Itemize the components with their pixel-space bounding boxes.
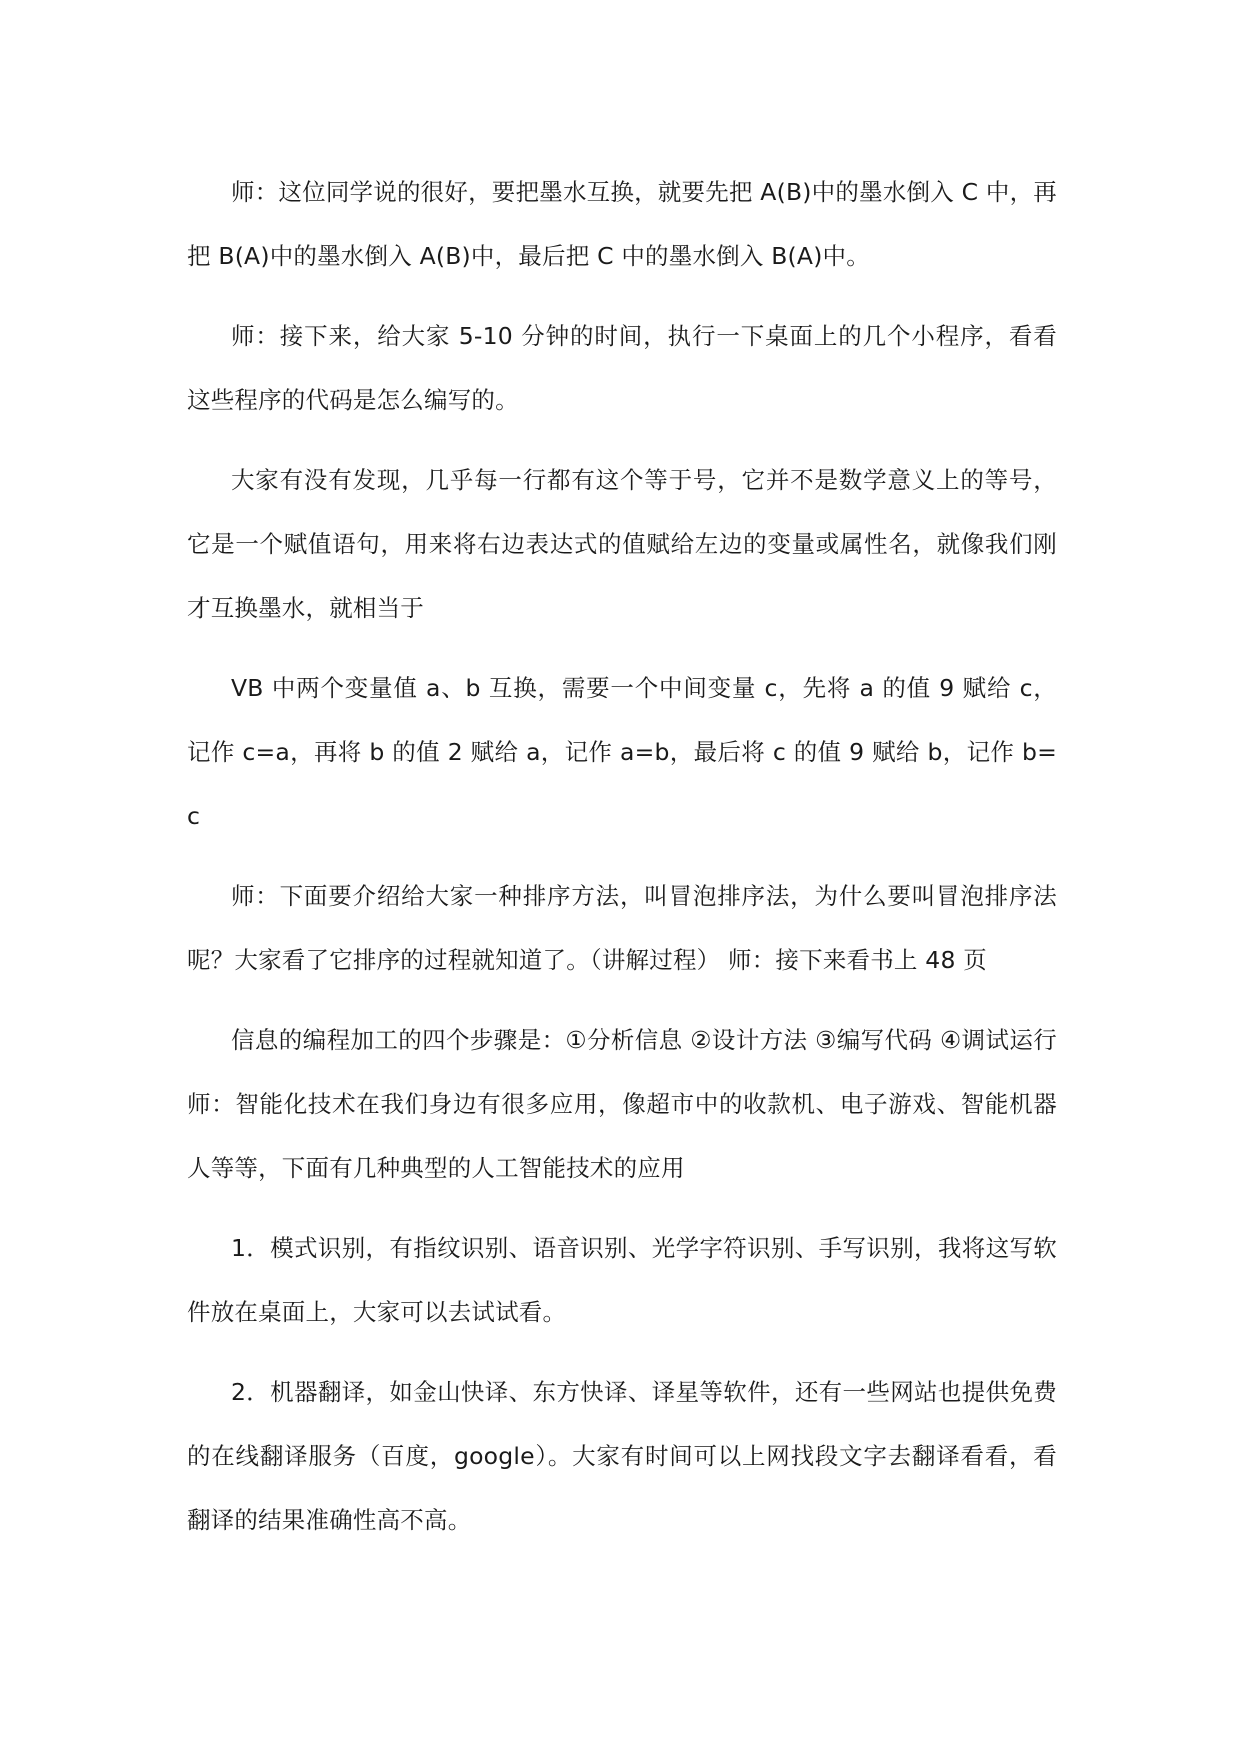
- paragraph-vb-variable-swap: VB 中两个变量值 a、b 互换，需要一个中间变量 c，先将 a 的值 9 赋给 c，记作 c=a，再将 b 的值 2 赋给 a，记作 a=b，最后将 c 的值 9 赋给 b，记作 b=c: [187, 674, 1057, 830]
- paragraph-run-programs: 师：接下来，给大家 5-10 分钟的时间，执行一下桌面上的几个小程序，看看这些程序的代码是怎么编写的。: [187, 322, 1057, 414]
- paragraph-ink-swap: 师：这位同学说的很好，要把墨水互换，就要先把 A(B)中的墨水倒入 C 中，再把 B(A)中的墨水倒入 A(B)中，最后把 C 中的墨水倒入 B(A)中。: [187, 178, 1057, 270]
- paragraph-machine-translation: 2．机器翻译，如金山快译、东方快译、译星等软件，还有一些网站也提供免费的在线翻译服务（百度，google）。大家有时间可以上网找段文字去翻译看看，看翻译的结果准确性高不高。: [187, 1378, 1057, 1534]
- paragraph-bubble-sort: 师：下面要介绍给大家一种排序方法，叫冒泡排序法，为什么要叫冒泡排序法呢？大家看了它排序的过程就知道了。（讲解过程） 师：接下来看书上 48 页: [187, 882, 1057, 974]
- paragraph-assignment-statement: 大家有没有发现，几乎每一行都有这个等于号，它并不是数学意义上的等号，它是一个赋值语句，用来将右边表达式的值赋给左边的变量或属性名，就像我们刚才互换墨水，就相当于: [187, 466, 1057, 622]
- paragraph-programming-steps: 信息的编程加工的四个步骤是：①分析信息 ②设计方法 ③编写代码 ④调试运行 师：智能化技术在我们身边有很多应用，像超市中的收款机、电子游戏、智能机器人等等，下面有几种典型的人工智能技术的应用: [187, 1026, 1057, 1182]
- document-body: [187, 160, 1057, 1552]
- paragraph-pattern-recognition: 1．模式识别，有指纹识别、语音识别、光学字符识别、手写识别，我将这写软件放在桌面上，大家可以去试试看。: [187, 1234, 1057, 1326]
